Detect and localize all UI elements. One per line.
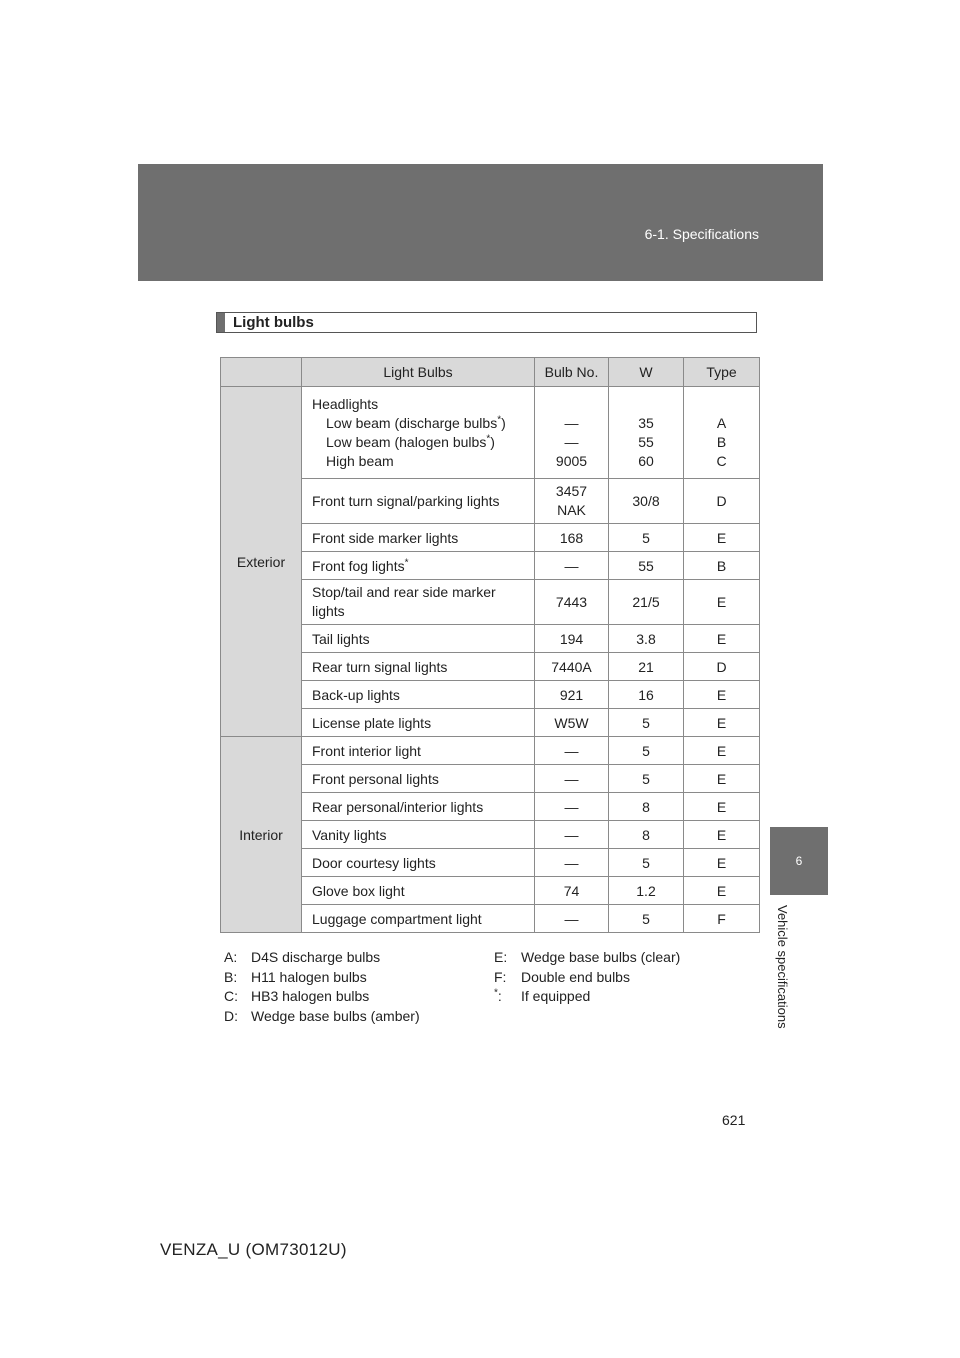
chapter-label [776,905,790,1045]
section-title [216,312,757,333]
table-row [221,653,760,681]
bulb-type: E [684,580,760,625]
wattage: 30/8 [609,479,684,524]
row-name: Headlights Low beam (discharge bulbs*) Low beam (halogen bulbs*) High beam [302,387,535,479]
footer-model-code: VENZA_U (OM73012U) [160,1240,347,1259]
row-name: Tail lights [302,625,535,653]
asterisk-mark: * [494,987,498,999]
bulb-type: F [684,905,760,933]
column-header [221,358,302,387]
wattage: 35 55 60 [609,387,684,479]
legend-item: B: H11 halogen bulbs [224,968,367,985]
wattage: 5 [609,709,684,737]
wattage: 1.2 [609,877,684,905]
table-row [221,765,760,793]
asterisk-mark: * [404,556,409,568]
light-bulbs-table [220,357,760,933]
section-title-text: Light bulbs [233,314,314,331]
wattage: 21 [609,653,684,681]
table-row [221,709,760,737]
row-name: Luggage compartment light [302,905,535,933]
table-row [221,524,760,552]
bulb-type: E [684,524,760,552]
table-row [221,625,760,653]
table-row [221,793,760,821]
table-row [221,877,760,905]
column-header: W [609,358,684,387]
title-bar [217,313,225,332]
chapter-tab [770,827,828,895]
bulb-no: 168 [535,524,609,552]
row-name: Back-up lights [302,681,535,709]
chapter-number: 6 [795,854,803,868]
wattage: 3.8 [609,625,684,653]
bulb-type: E [684,737,760,765]
wattage: 5 [609,524,684,552]
bulb-type: B [684,552,760,580]
table-row [221,681,760,709]
bulb-no: — [535,737,609,765]
bulb-no: — [535,552,609,580]
bulb-type: E [684,681,760,709]
column-header: Bulb No. [535,358,609,387]
row-name: Rear turn signal lights [302,653,535,681]
legend-item: A: D4S discharge bulbs [224,949,381,965]
bulb-no: 7443 [535,580,609,625]
group-interior: Interior [221,737,302,933]
header-band [138,164,823,281]
bulb-type: E [684,709,760,737]
row-name: Front turn signal/parking lights [302,479,535,524]
table-row [221,387,760,479]
table-header-row [221,358,760,387]
table-row [221,849,760,877]
bulb-no: — [535,765,609,793]
row-name: Front side marker lights [302,524,535,552]
page-number: 621 [722,1112,746,1128]
bulb-type: E [684,821,760,849]
row-name: Front personal lights [302,765,535,793]
column-header: Type [684,358,760,387]
bulb-type: D [684,653,760,681]
wattage: 5 [609,765,684,793]
row-name: Rear personal/interior lights [302,793,535,821]
bulb-no: — — 9005 [535,387,609,479]
bulb-type: A B C [684,387,760,479]
legend-item: C: HB3 halogen bulbs [224,988,370,1004]
wattage: 8 [609,793,684,821]
row-name: Stop/tail and rear side marker lights [302,580,535,625]
bulb-type: E [684,765,760,793]
table-row [221,905,760,933]
row-name: Door courtesy lights [302,849,535,877]
bulb-no: 194 [535,625,609,653]
legend-item: D: Wedge base bulbs (amber) [224,1007,420,1024]
row-name: Front interior light [302,737,535,765]
wattage: 16 [609,681,684,709]
legend-item: E: Wedge base bulbs (clear) [494,949,681,965]
bulb-no: — [535,793,609,821]
column-header: Light Bulbs [302,358,535,387]
table-row [221,737,760,765]
wattage: 5 [609,849,684,877]
row-name: Vanity lights [302,821,535,849]
section-header: 6-1. Specifications [644,226,759,242]
bulb-no: W5W [535,709,609,737]
legend-right [494,948,680,1007]
table-row [221,580,760,625]
asterisk-mark: * [486,432,491,444]
bulb-no: — [535,849,609,877]
bulb-no: 7440A [535,653,609,681]
bulb-type: E [684,793,760,821]
bulb-no: — [535,905,609,933]
wattage: 21/5 [609,580,684,625]
group-exterior: Exterior [221,387,302,737]
wattage: 8 [609,821,684,849]
legend-left [224,948,420,1026]
table-row [221,821,760,849]
legend-item: F: Double end bulbs [494,968,630,985]
legend-item: *: If equipped [494,987,591,1004]
table-row [221,552,760,580]
bulb-no: 921 [535,681,609,709]
bulb-type: E [684,849,760,877]
bulb-no: 3457 NAK [535,479,609,524]
bulb-type: E [684,625,760,653]
wattage: 5 [609,905,684,933]
asterisk-mark: * [497,413,502,425]
bulb-no: — [535,821,609,849]
bulb-no: 74 [535,877,609,905]
chapter-label-text: Vehicle specifications [775,905,790,1029]
row-name: License plate lights [302,709,535,737]
bulb-type: D [684,479,760,524]
row-name: Glove box light [302,877,535,905]
wattage: 55 [609,552,684,580]
wattage: 5 [609,737,684,765]
table-row [221,479,760,524]
bulb-type: E [684,877,760,905]
row-name: Front fog lights* [302,552,535,580]
